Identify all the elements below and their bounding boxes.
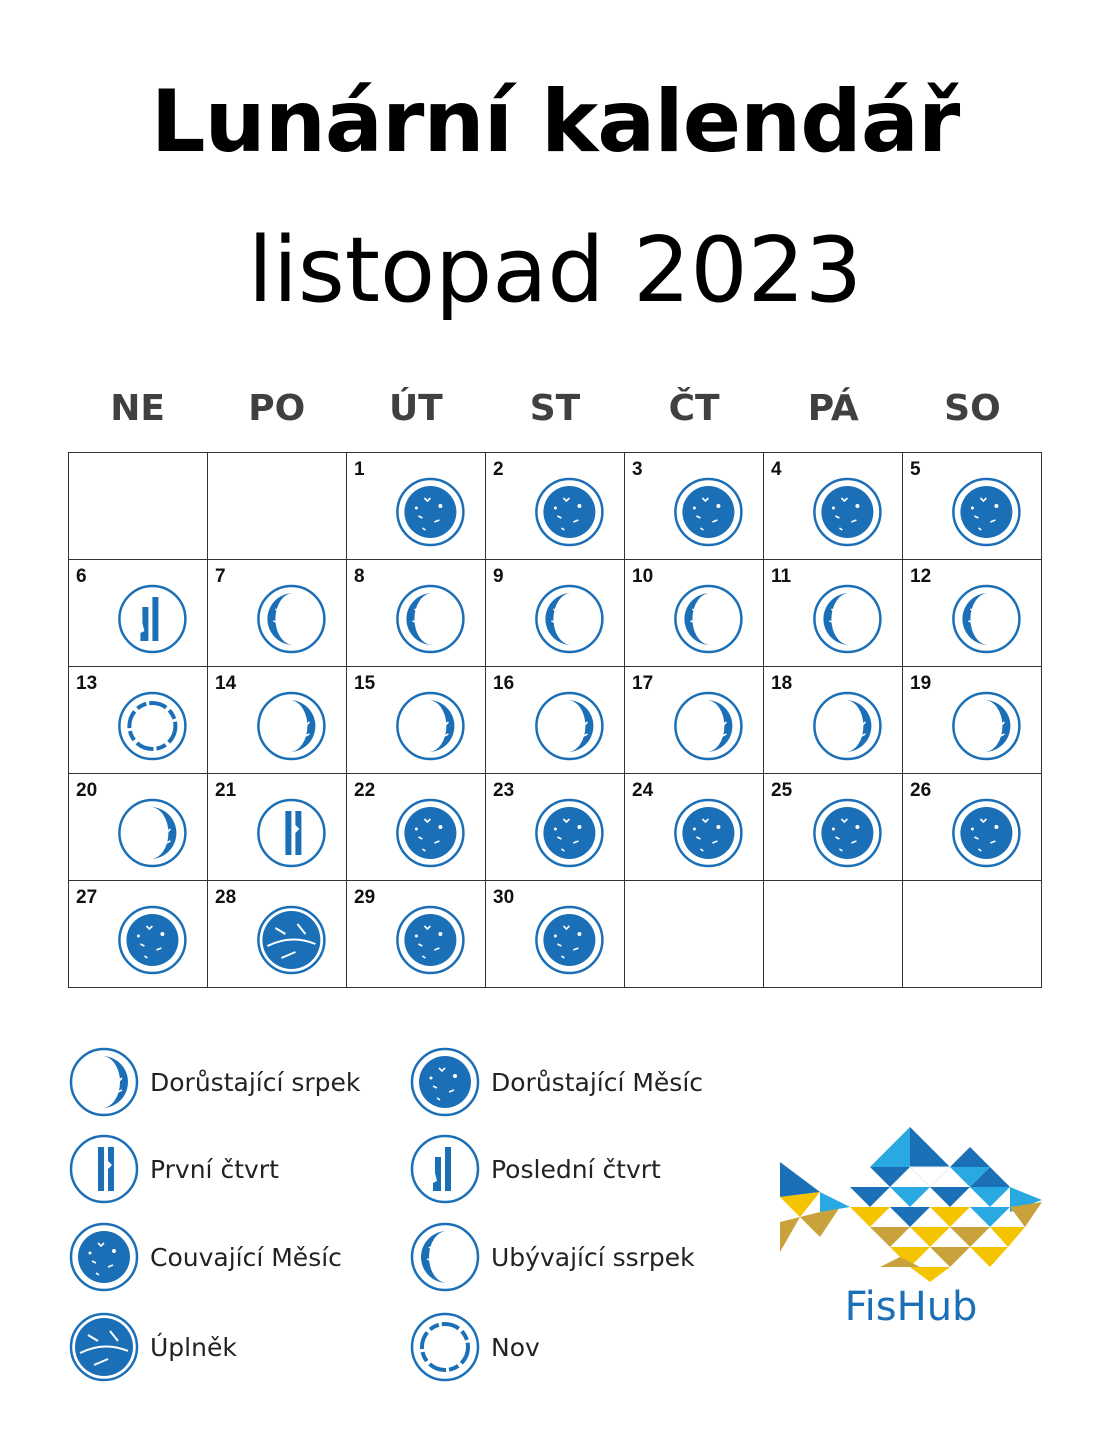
- new-moon-icon: [116, 690, 188, 762]
- logo-text: FisHub: [844, 1284, 978, 1330]
- day-number: 5: [910, 459, 921, 480]
- waning-crescent-icon: [811, 583, 883, 655]
- calendar-day-cell: [69, 774, 208, 881]
- waxing-gibbous-icon: [533, 797, 605, 869]
- waxing-gibbous-icon: [116, 904, 188, 976]
- waning-crescent-icon: [533, 583, 605, 655]
- waxing-gibbous-icon: [533, 476, 605, 548]
- calendar-empty-cell: [69, 453, 208, 560]
- first-quarter-icon: [255, 797, 327, 869]
- day-number: 12: [910, 566, 932, 587]
- day-number: 23: [493, 780, 515, 801]
- calendar-day-cell: [625, 453, 764, 560]
- legend-label: Poslední čtvrt: [491, 1154, 661, 1184]
- calendar-day-cell: [903, 453, 1042, 560]
- waxing-gibbous-icon: [394, 476, 466, 548]
- weekday-label: ČT: [668, 388, 720, 429]
- legend-item-waning-crescent: [409, 1221, 695, 1293]
- calendar-day-cell: [347, 774, 486, 881]
- legend-label: Ubývající ssrpek: [491, 1242, 695, 1272]
- calendar-day-cell: [347, 881, 486, 988]
- day-number: 17: [632, 673, 654, 694]
- full-moon-icon: [68, 1311, 140, 1383]
- waning-crescent-icon: [255, 583, 327, 655]
- calendar-day-cell: [625, 667, 764, 774]
- waxing-crescent-icon: [394, 690, 466, 762]
- new-moon-icon: [409, 1311, 481, 1383]
- calendar-day-cell: [69, 881, 208, 988]
- calendar-day-cell: [208, 774, 347, 881]
- legend-label: Couvající Měsíc: [150, 1242, 342, 1272]
- waxing-gibbous-icon: [811, 797, 883, 869]
- calendar-day-cell: [347, 667, 486, 774]
- page-title: Lunární kalendář: [150, 72, 960, 172]
- waxing-crescent-icon: [672, 690, 744, 762]
- weekday-label: SO: [944, 388, 1001, 429]
- calendar-day-cell: [764, 667, 903, 774]
- day-number: 25: [771, 780, 793, 801]
- calendar-day-cell: [903, 560, 1042, 667]
- waxing-gibbous-icon: [672, 797, 744, 869]
- weekday-label: PO: [248, 388, 306, 429]
- legend-label: Úplněk: [150, 1332, 237, 1362]
- day-number: 30: [493, 887, 515, 908]
- day-number: 4: [771, 459, 782, 480]
- calendar-empty-cell: [208, 453, 347, 560]
- legend-item-waning-gibbous: [68, 1221, 342, 1293]
- waxing-crescent-icon: [68, 1046, 140, 1118]
- day-number: 26: [910, 780, 932, 801]
- day-number: 20: [76, 780, 98, 801]
- calendar-day-cell: [208, 560, 347, 667]
- legend-item-full-moon: [68, 1311, 237, 1383]
- waxing-crescent-icon: [811, 690, 883, 762]
- day-number: 14: [215, 673, 237, 694]
- day-number: 28: [215, 887, 237, 908]
- calendar-day-cell: [486, 453, 625, 560]
- calendar-day-cell: [486, 774, 625, 881]
- day-number: 10: [632, 566, 654, 587]
- calendar-empty-cell: [903, 881, 1042, 988]
- calendar-empty-cell: [625, 881, 764, 988]
- calendar-grid: [68, 452, 1042, 988]
- calendar-day-cell: [903, 667, 1042, 774]
- day-number: 7: [215, 566, 226, 587]
- logo-triangles: [780, 1127, 1042, 1282]
- day-number: 19: [910, 673, 932, 694]
- month-subtitle: listopad 2023: [247, 218, 863, 323]
- calendar-day-cell: [486, 560, 625, 667]
- waning-gibbous-icon: [68, 1221, 140, 1293]
- waxing-gibbous-icon: [533, 904, 605, 976]
- day-number: 16: [493, 673, 515, 694]
- waxing-crescent-icon: [255, 690, 327, 762]
- waxing-gibbous-icon: [811, 476, 883, 548]
- weekday-label: NE: [110, 388, 165, 429]
- waxing-crescent-icon: [116, 797, 188, 869]
- day-number: 6: [76, 566, 87, 587]
- legend-item-waxing-crescent: [68, 1046, 360, 1118]
- waxing-gibbous-icon: [394, 904, 466, 976]
- weekday-header: [68, 388, 1042, 438]
- first-quarter-icon: [68, 1133, 140, 1205]
- waning-crescent-icon: [409, 1221, 481, 1293]
- waning-crescent-icon: [950, 583, 1022, 655]
- waxing-gibbous-icon: [950, 476, 1022, 548]
- legend-label: Nov: [491, 1332, 540, 1362]
- weekday-label: ST: [529, 388, 581, 429]
- waxing-gibbous-icon: [394, 797, 466, 869]
- day-number: 3: [632, 459, 643, 480]
- day-number: 21: [215, 780, 237, 801]
- waning-crescent-icon: [672, 583, 744, 655]
- calendar-day-cell: [764, 560, 903, 667]
- last-quarter-icon: [409, 1133, 481, 1205]
- calendar-empty-cell: [764, 881, 903, 988]
- calendar-day-cell: [764, 774, 903, 881]
- day-number: 2: [493, 459, 504, 480]
- calendar-day-cell: [625, 560, 764, 667]
- day-number: 24: [632, 780, 654, 801]
- calendar-day-cell: [764, 453, 903, 560]
- calendar-day-cell: [69, 667, 208, 774]
- legend-label: První čtvrt: [150, 1154, 279, 1184]
- waxing-gibbous-icon: [409, 1046, 481, 1118]
- calendar-day-cell: [69, 560, 208, 667]
- calendar-day-cell: [625, 774, 764, 881]
- day-number: 27: [76, 887, 98, 908]
- day-number: 8: [354, 566, 365, 587]
- calendar-day-cell: [486, 881, 625, 988]
- day-number: 22: [354, 780, 376, 801]
- waxing-gibbous-icon: [672, 476, 744, 548]
- day-number: 15: [354, 673, 376, 694]
- waxing-gibbous-icon: [950, 797, 1022, 869]
- full-moon-icon: [255, 904, 327, 976]
- waning-crescent-icon: [394, 583, 466, 655]
- weekday-label: ÚT: [388, 388, 443, 429]
- day-number: 9: [493, 566, 504, 587]
- legend-label: Dorůstající Měsíc: [491, 1067, 704, 1097]
- waxing-crescent-icon: [533, 690, 605, 762]
- day-number: 11: [771, 566, 792, 587]
- last-quarter-icon: [116, 583, 188, 655]
- calendar-day-cell: [208, 881, 347, 988]
- calendar-day-cell: [208, 667, 347, 774]
- legend-item-last-quarter: [409, 1133, 661, 1205]
- legend-item-new-moon: [409, 1311, 540, 1383]
- day-number: 18: [771, 673, 793, 694]
- weekday-label: PÁ: [807, 388, 859, 429]
- day-number: 29: [354, 887, 376, 908]
- calendar-day-cell: [347, 560, 486, 667]
- day-number: 1: [354, 459, 365, 480]
- legend-item-first-quarter: [68, 1133, 279, 1205]
- waxing-crescent-icon: [950, 690, 1022, 762]
- legend-label: Dorůstající srpek: [150, 1067, 361, 1097]
- day-number: 13: [76, 673, 98, 694]
- calendar-day-cell: [347, 453, 486, 560]
- calendar-day-cell: [486, 667, 625, 774]
- legend-item-waxing-gibbous: [409, 1046, 703, 1118]
- calendar-day-cell: [903, 774, 1042, 881]
